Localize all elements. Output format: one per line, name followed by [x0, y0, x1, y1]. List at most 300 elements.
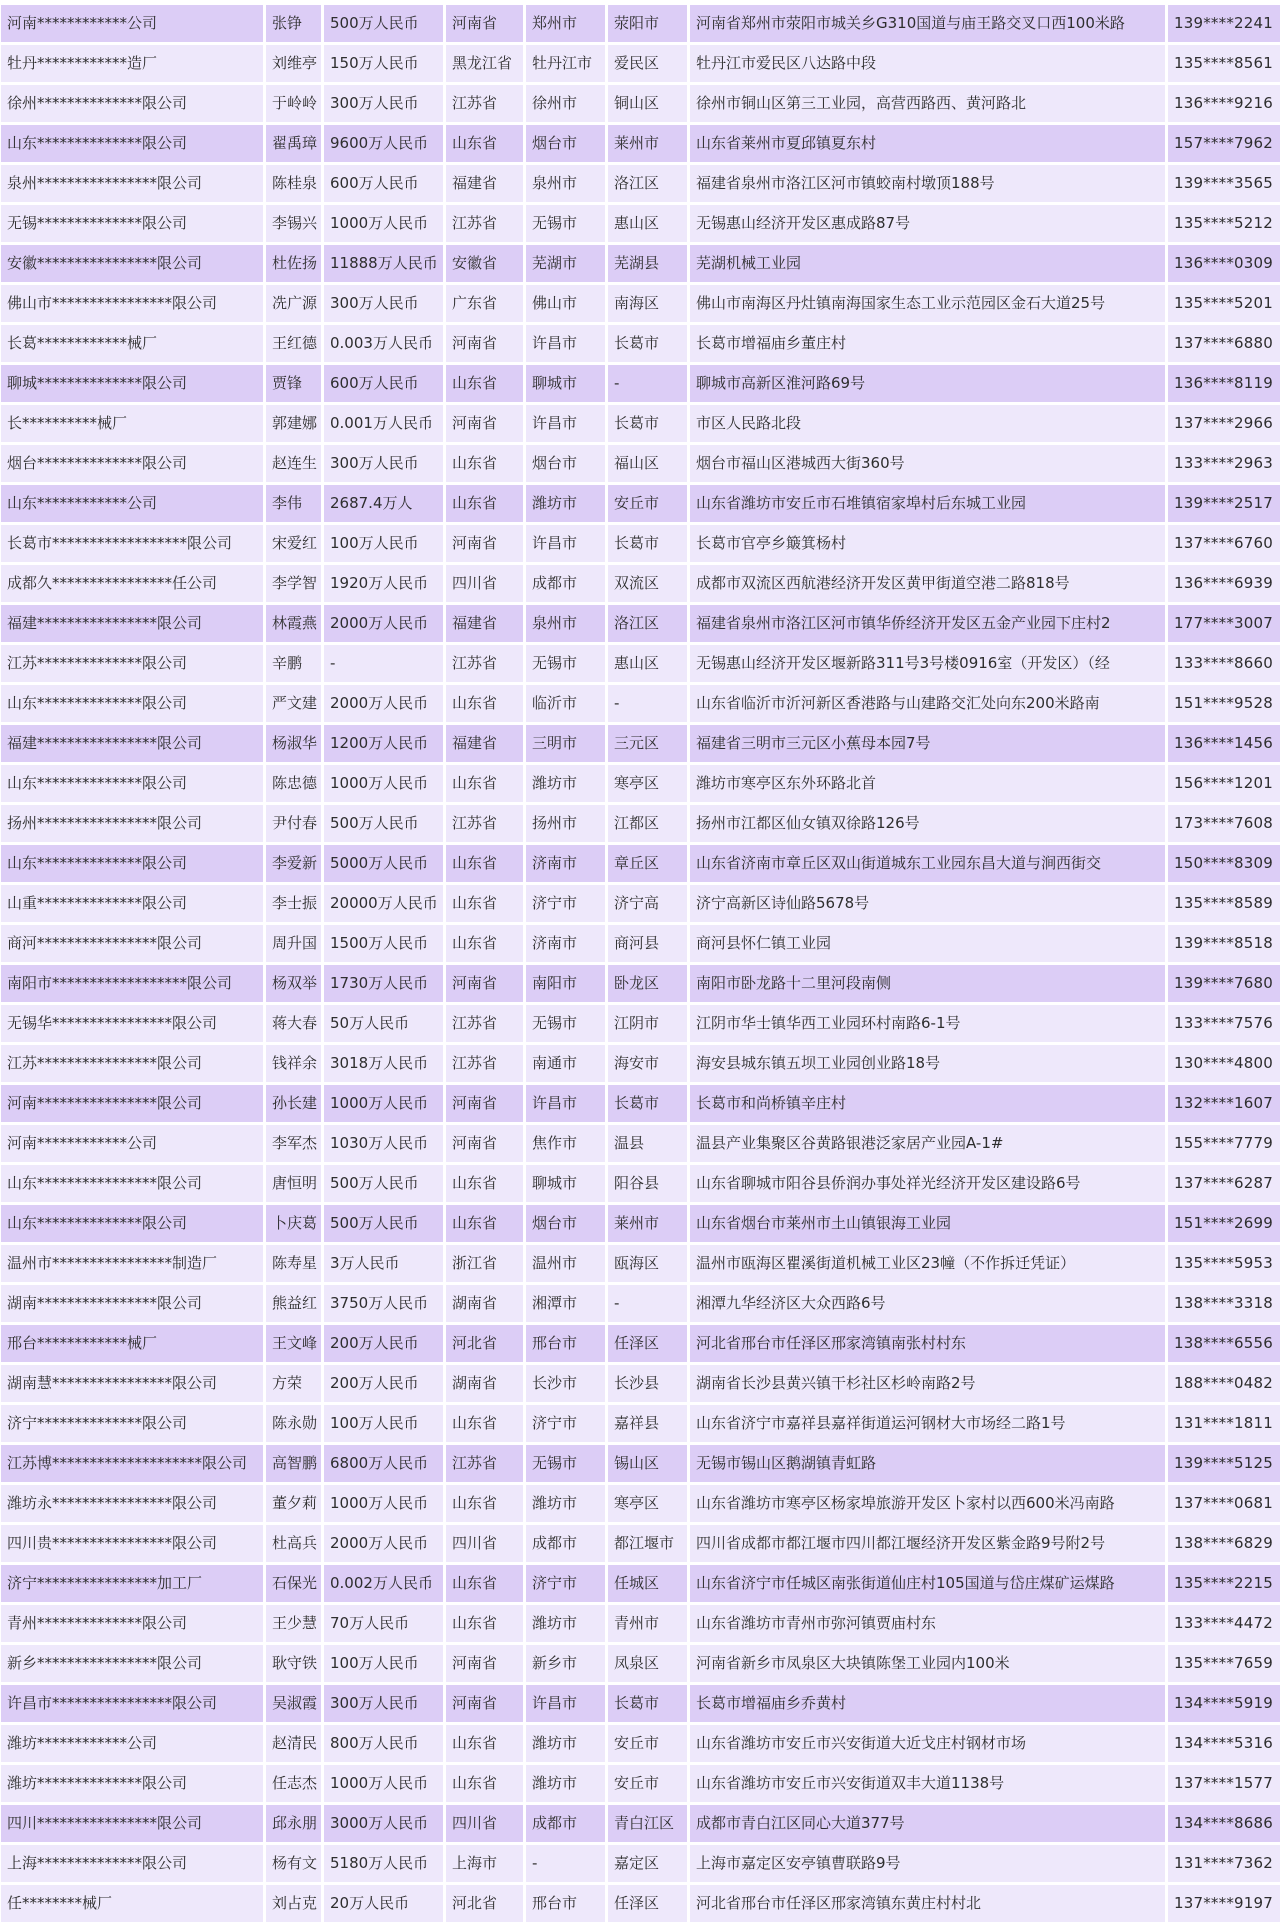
province-cell: 安徽省	[446, 245, 523, 282]
phone-cell: 156****1201	[1168, 765, 1280, 802]
province-cell: 福建省	[446, 165, 523, 202]
registered-capital-cell: 150万人民币	[324, 45, 443, 82]
phone-cell: 134****5919	[1168, 1685, 1280, 1722]
city-cell: 许昌市	[526, 405, 605, 442]
address-cell: 山东省济宁市嘉祥县嘉祥街道运河钢材大市场经二路1号	[690, 1405, 1165, 1442]
table-row	[1, 565, 1280, 602]
province-cell: 山东省	[446, 1565, 523, 1602]
registered-capital-cell: 50万人民币	[324, 1005, 443, 1042]
province-cell: 江苏省	[446, 1445, 523, 1482]
legal-person-cell: 陈永勋	[266, 1405, 321, 1442]
table-row	[1, 1205, 1280, 1242]
district-cell: 凤泉区	[608, 1645, 687, 1682]
district-cell: 寒亭区	[608, 765, 687, 802]
registered-capital-cell: 300万人民币	[324, 285, 443, 322]
legal-person-cell: 辛鹏	[266, 645, 321, 682]
legal-person-cell: 李爱新	[266, 845, 321, 882]
city-cell: 许昌市	[526, 525, 605, 562]
table-row	[1, 1325, 1280, 1362]
company-name-cell: 山东**************限公司	[1, 125, 263, 162]
company-name-cell: 山东**************限公司	[1, 685, 263, 722]
city-cell: 湘潭市	[526, 1285, 605, 1322]
registered-capital-cell: 2687.4万人	[324, 485, 443, 522]
address-cell: 山东省烟台市莱州市土山镇银海工业园	[690, 1205, 1165, 1242]
province-cell: 山东省	[446, 885, 523, 922]
legal-person-cell: 邱永朋	[266, 1805, 321, 1842]
address-cell: 河北省邢台市任泽区邢家湾镇东黄庄村村北	[690, 1885, 1165, 1922]
address-cell: 长葛市增福庙乡董庄村	[690, 325, 1165, 362]
table-row	[1, 1725, 1280, 1762]
address-cell: 山东省潍坊市寒亭区杨家埠旅游开发区卜家村以西600米冯南路	[690, 1485, 1165, 1522]
company-name-cell: 湖南****************限公司	[1, 1285, 263, 1322]
phone-cell: 130****4800	[1168, 1045, 1280, 1082]
district-cell: 洛江区	[608, 165, 687, 202]
district-cell: 荥阳市	[608, 5, 687, 42]
table-row	[1, 245, 1280, 282]
registered-capital-cell: 1920万人民币	[324, 565, 443, 602]
province-cell: 山东省	[446, 485, 523, 522]
address-cell: 山东省临沂市沂河新区香港路与山建路交汇处向东200米路南	[690, 685, 1165, 722]
address-cell: 山东省济南市章丘区双山街道城东工业园东昌大道与涧西街交	[690, 845, 1165, 882]
city-cell: 无锡市	[526, 1005, 605, 1042]
province-cell: 山东省	[446, 685, 523, 722]
table-row	[1, 1525, 1280, 1562]
company-name-cell: 河南****************限公司	[1, 1085, 263, 1122]
district-cell: 长葛市	[608, 525, 687, 562]
registered-capital-cell: 1000万人民币	[324, 205, 443, 242]
address-cell: 南阳市卧龙路十二里河段南侧	[690, 965, 1165, 1002]
table-row	[1, 845, 1280, 882]
table-row	[1, 1085, 1280, 1122]
company-name-cell: 无锡华****************限公司	[1, 1005, 263, 1042]
legal-person-cell: 王少慧	[266, 1605, 321, 1642]
province-cell: 湖南省	[446, 1285, 523, 1322]
table-row	[1, 1245, 1280, 1282]
legal-person-cell: 方荣	[266, 1365, 321, 1402]
province-cell: 河南省	[446, 405, 523, 442]
company-name-cell: 湖南慧****************限公司	[1, 1365, 263, 1402]
address-cell: 山东省潍坊市安丘市兴安街道双丰大道1138号	[690, 1765, 1165, 1802]
table-row	[1, 125, 1280, 162]
legal-person-cell: 杨双举	[266, 965, 321, 1002]
legal-person-cell: 赵连生	[266, 445, 321, 482]
company-name-cell: 成都久****************任公司	[1, 565, 263, 602]
phone-cell: 131****1811	[1168, 1405, 1280, 1442]
district-cell: -	[608, 685, 687, 722]
district-cell: 芜湖县	[608, 245, 687, 282]
city-cell: 南通市	[526, 1045, 605, 1082]
address-cell: 商河县怀仁镇工业园	[690, 925, 1165, 962]
table-row	[1, 1405, 1280, 1442]
legal-person-cell: 卜庆葛	[266, 1205, 321, 1242]
registered-capital-cell: 1000万人民币	[324, 765, 443, 802]
city-cell: 成都市	[526, 565, 605, 602]
legal-person-cell: 杜佐扬	[266, 245, 321, 282]
table-row	[1, 285, 1280, 322]
company-name-cell: 潍坊************公司	[1, 1725, 263, 1762]
city-cell: -	[526, 1845, 605, 1882]
registered-capital-cell: 5000万人民币	[324, 845, 443, 882]
table-row	[1, 45, 1280, 82]
city-cell: 成都市	[526, 1525, 605, 1562]
address-cell: 聊城市高新区淮河路69号	[690, 365, 1165, 402]
province-cell: 四川省	[446, 1805, 523, 1842]
address-cell: 福建省泉州市洛江区河市镇华侨经济开发区五金产业园下庄村2	[690, 605, 1165, 642]
registered-capital-cell: 600万人民币	[324, 365, 443, 402]
address-cell: 牡丹江市爱民区八达路中段	[690, 45, 1165, 82]
phone-cell: 155****7779	[1168, 1125, 1280, 1162]
province-cell: 河南省	[446, 965, 523, 1002]
company-name-cell: 潍坊**************限公司	[1, 1765, 263, 1802]
table-row	[1, 925, 1280, 962]
registered-capital-cell: 300万人民币	[324, 445, 443, 482]
phone-cell: 137****6760	[1168, 525, 1280, 562]
province-cell: 江苏省	[446, 1045, 523, 1082]
registered-capital-cell: 3018万人民币	[324, 1045, 443, 1082]
legal-person-cell: 宋爱红	[266, 525, 321, 562]
address-cell: 徐州市铜山区第三工业园，高营西路西、黄河路北	[690, 85, 1165, 122]
legal-person-cell: 熊益红	[266, 1285, 321, 1322]
province-cell: 山东省	[446, 1165, 523, 1202]
registered-capital-cell: 20000万人民币	[324, 885, 443, 922]
city-cell: 扬州市	[526, 805, 605, 842]
company-name-cell: 许昌市****************限公司	[1, 1685, 263, 1722]
phone-cell: 139****2241	[1168, 5, 1280, 42]
city-cell: 聊城市	[526, 365, 605, 402]
company-name-cell: 福建****************限公司	[1, 605, 263, 642]
company-table	[0, 2, 1280, 1925]
city-cell: 新乡市	[526, 1645, 605, 1682]
address-cell: 芜湖机械工业园	[690, 245, 1165, 282]
phone-cell: 135****5953	[1168, 1245, 1280, 1282]
province-cell: 四川省	[446, 565, 523, 602]
phone-cell: 135****8589	[1168, 885, 1280, 922]
province-cell: 山东省	[446, 1605, 523, 1642]
company-name-cell: 佛山市****************限公司	[1, 285, 263, 322]
address-cell: 山东省聊城市阳谷县侨润办事处祥光经济开发区建设路6号	[690, 1165, 1165, 1202]
registered-capital-cell: 1000万人民币	[324, 1085, 443, 1122]
table-row	[1, 445, 1280, 482]
address-cell: 山东省潍坊市青州市弥河镇贾庙村东	[690, 1605, 1165, 1642]
registered-capital-cell: 3万人民币	[324, 1245, 443, 1282]
table-row	[1, 1045, 1280, 1082]
registered-capital-cell: 600万人民币	[324, 165, 443, 202]
city-cell: 无锡市	[526, 1445, 605, 1482]
company-name-cell: 烟台**************限公司	[1, 445, 263, 482]
company-name-cell: 四川贵****************限公司	[1, 1525, 263, 1562]
table-row	[1, 885, 1280, 922]
legal-person-cell: 唐恒明	[266, 1165, 321, 1202]
phone-cell: 137****1577	[1168, 1765, 1280, 1802]
province-cell: 河南省	[446, 1085, 523, 1122]
address-cell: 河南省郑州市荥阳市城关乡G310国道与庙王路交叉口西100米路	[690, 5, 1165, 42]
address-cell: 潍坊市寒亭区东外环路北首	[690, 765, 1165, 802]
legal-person-cell: 孙长建	[266, 1085, 321, 1122]
company-name-cell: 江苏博********************限公司	[1, 1445, 263, 1482]
address-cell: 山东省济宁市任城区南张街道仙庄村105国道与岱庄煤矿运煤路	[690, 1565, 1165, 1602]
registered-capital-cell: 11888万人民币	[324, 245, 443, 282]
company-name-cell: 江苏****************限公司	[1, 1045, 263, 1082]
city-cell: 济南市	[526, 925, 605, 962]
table-row	[1, 1125, 1280, 1162]
address-cell: 长葛市和尚桥镇辛庄村	[690, 1085, 1165, 1122]
table-row	[1, 1365, 1280, 1402]
legal-person-cell: 陈桂泉	[266, 165, 321, 202]
province-cell: 山东省	[446, 445, 523, 482]
legal-person-cell: 李学智	[266, 565, 321, 602]
registered-capital-cell: 100万人民币	[324, 1645, 443, 1682]
legal-person-cell: 耿守铁	[266, 1645, 321, 1682]
address-cell: 江阴市华士镇华西工业园环村南路6-1号	[690, 1005, 1165, 1042]
phone-cell: 136****9216	[1168, 85, 1280, 122]
phone-cell: 133****8660	[1168, 645, 1280, 682]
province-cell: 江苏省	[446, 805, 523, 842]
company-name-cell: 邢台************械厂	[1, 1325, 263, 1362]
table-row	[1, 1805, 1280, 1842]
registered-capital-cell: 0.002万人民币	[324, 1565, 443, 1602]
district-cell: 长沙县	[608, 1365, 687, 1402]
table-row	[1, 1165, 1280, 1202]
registered-capital-cell: 200万人民币	[324, 1365, 443, 1402]
legal-person-cell: 刘维亭	[266, 45, 321, 82]
company-name-cell: 河南************公司	[1, 5, 263, 42]
province-cell: 黑龙江省	[446, 45, 523, 82]
province-cell: 福建省	[446, 605, 523, 642]
province-cell: 河北省	[446, 1885, 523, 1922]
registered-capital-cell: 300万人民币	[324, 1685, 443, 1722]
province-cell: 四川省	[446, 1525, 523, 1562]
address-cell: 湘潭九华经济区大众西路6号	[690, 1285, 1165, 1322]
registered-capital-cell: 3750万人民币	[324, 1285, 443, 1322]
district-cell: 嘉祥县	[608, 1405, 687, 1442]
address-cell: 温州市瓯海区瞿溪街道机械工业区23幢（不作拆迁凭证）	[690, 1245, 1165, 1282]
city-cell: 长沙市	[526, 1365, 605, 1402]
city-cell: 烟台市	[526, 125, 605, 162]
phone-cell: 139****3565	[1168, 165, 1280, 202]
province-cell: 江苏省	[446, 1005, 523, 1042]
province-cell: 河南省	[446, 5, 523, 42]
address-cell: 山东省潍坊市安丘市石堆镇宿家埠村后东城工业园	[690, 485, 1165, 522]
province-cell: 山东省	[446, 925, 523, 962]
company-name-cell: 温州市****************制造厂	[1, 1245, 263, 1282]
district-cell: 章丘区	[608, 845, 687, 882]
phone-cell: 138****6829	[1168, 1525, 1280, 1562]
legal-person-cell: 董夕莉	[266, 1485, 321, 1522]
phone-cell: 177****3007	[1168, 605, 1280, 642]
address-cell: 长葛市官亭乡簸箕杨村	[690, 525, 1165, 562]
company-name-cell: 潍坊永****************限公司	[1, 1485, 263, 1522]
district-cell: 任泽区	[608, 1325, 687, 1362]
registered-capital-cell: 500万人民币	[324, 1165, 443, 1202]
company-name-cell: 牡丹************造厂	[1, 45, 263, 82]
city-cell: 济宁市	[526, 885, 605, 922]
legal-person-cell: 李士振	[266, 885, 321, 922]
table-row	[1, 325, 1280, 362]
district-cell: 南海区	[608, 285, 687, 322]
address-cell: 温县产业集聚区谷黄路银港泛家居产业园A-1#	[690, 1125, 1165, 1162]
legal-person-cell: 冼广源	[266, 285, 321, 322]
city-cell: 许昌市	[526, 325, 605, 362]
legal-person-cell: 吴淑霞	[266, 1685, 321, 1722]
phone-cell: 173****7608	[1168, 805, 1280, 842]
registered-capital-cell: 100万人民币	[324, 525, 443, 562]
legal-person-cell: 李锡兴	[266, 205, 321, 242]
registered-capital-cell: 0.003万人民币	[324, 325, 443, 362]
city-cell: 无锡市	[526, 205, 605, 242]
address-cell: 烟台市福山区港城西大街360号	[690, 445, 1165, 482]
province-cell: 山东省	[446, 1725, 523, 1762]
phone-cell: 139****2517	[1168, 485, 1280, 522]
registered-capital-cell: 200万人民币	[324, 1325, 443, 1362]
phone-cell: 139****7680	[1168, 965, 1280, 1002]
legal-person-cell: 杨淑华	[266, 725, 321, 762]
district-cell: 惠山区	[608, 645, 687, 682]
province-cell: 江苏省	[446, 205, 523, 242]
city-cell: 泉州市	[526, 165, 605, 202]
district-cell: 任泽区	[608, 1885, 687, 1922]
company-name-cell: 山东****************限公司	[1, 1165, 263, 1202]
legal-person-cell: 郭建娜	[266, 405, 321, 442]
company-name-cell: 长葛市******************限公司	[1, 525, 263, 562]
province-cell: 山东省	[446, 765, 523, 802]
province-cell: 江苏省	[446, 85, 523, 122]
district-cell: 长葛市	[608, 1085, 687, 1122]
district-cell: 海安市	[608, 1045, 687, 1082]
district-cell: 惠山区	[608, 205, 687, 242]
district-cell: 莱州市	[608, 1205, 687, 1242]
registered-capital-cell: 1500万人民币	[324, 925, 443, 962]
company-name-cell: 上海**************限公司	[1, 1845, 263, 1882]
phone-cell: 137****6287	[1168, 1165, 1280, 1202]
phone-cell: 188****0482	[1168, 1365, 1280, 1402]
phone-cell: 133****4472	[1168, 1605, 1280, 1642]
legal-person-cell: 李军杰	[266, 1125, 321, 1162]
district-cell: -	[608, 365, 687, 402]
legal-person-cell: 陈寿星	[266, 1245, 321, 1282]
province-cell: 山东省	[446, 1405, 523, 1442]
district-cell: -	[608, 1285, 687, 1322]
registered-capital-cell: 1200万人民币	[324, 725, 443, 762]
province-cell: 江苏省	[446, 645, 523, 682]
city-cell: 济南市	[526, 845, 605, 882]
city-cell: 牡丹江市	[526, 45, 605, 82]
phone-cell: 157****7962	[1168, 125, 1280, 162]
phone-cell: 135****7659	[1168, 1645, 1280, 1682]
address-cell: 河南省新乡市凤泉区大块镇陈堡工业园内100米	[690, 1645, 1165, 1682]
legal-person-cell: 钱祥余	[266, 1045, 321, 1082]
phone-cell: 135****5212	[1168, 205, 1280, 242]
district-cell: 铜山区	[608, 85, 687, 122]
phone-cell: 136****1456	[1168, 725, 1280, 762]
company-name-cell: 四川****************限公司	[1, 1805, 263, 1842]
registered-capital-cell: 800万人民币	[324, 1725, 443, 1762]
registered-capital-cell: 6800万人民币	[324, 1445, 443, 1482]
table-row	[1, 765, 1280, 802]
table-row	[1, 605, 1280, 642]
legal-person-cell: 王文峰	[266, 1325, 321, 1362]
province-cell: 山东省	[446, 1765, 523, 1802]
company-name-cell: 青州**************限公司	[1, 1605, 263, 1642]
phone-cell: 139****8518	[1168, 925, 1280, 962]
table-row	[1, 1845, 1280, 1882]
address-cell: 山东省莱州市夏邱镇夏东村	[690, 125, 1165, 162]
city-cell: 许昌市	[526, 1685, 605, 1722]
table-row	[1, 645, 1280, 682]
address-cell: 福建省三明市三元区小蕉母本园7号	[690, 725, 1165, 762]
phone-cell: 132****1607	[1168, 1085, 1280, 1122]
table-row	[1, 485, 1280, 522]
address-cell: 扬州市江都区仙女镇双徐路126号	[690, 805, 1165, 842]
legal-person-cell: 刘占克	[266, 1885, 321, 1922]
legal-person-cell: 翟禹璋	[266, 125, 321, 162]
registered-capital-cell: 2000万人民币	[324, 685, 443, 722]
table-row	[1, 1565, 1280, 1602]
table-body	[1, 5, 1280, 1922]
phone-cell: 137****2966	[1168, 405, 1280, 442]
city-cell: 无锡市	[526, 645, 605, 682]
city-cell: 泉州市	[526, 605, 605, 642]
table-row	[1, 405, 1280, 442]
district-cell: 双流区	[608, 565, 687, 602]
province-cell: 浙江省	[446, 1245, 523, 1282]
company-name-cell: 南阳市******************限公司	[1, 965, 263, 1002]
district-cell: 温县	[608, 1125, 687, 1162]
city-cell: 成都市	[526, 1805, 605, 1842]
city-cell: 烟台市	[526, 445, 605, 482]
province-cell: 山东省	[446, 845, 523, 882]
address-cell: 湖南省长沙县黄兴镇干杉社区杉岭南路2号	[690, 1365, 1165, 1402]
table-row	[1, 1285, 1280, 1322]
registered-capital-cell: 3000万人民币	[324, 1805, 443, 1842]
city-cell: 南阳市	[526, 965, 605, 1002]
city-cell: 烟台市	[526, 1205, 605, 1242]
registered-capital-cell: 100万人民币	[324, 1405, 443, 1442]
company-name-cell: 长**********械厂	[1, 405, 263, 442]
province-cell: 上海市	[446, 1845, 523, 1882]
district-cell: 寒亭区	[608, 1485, 687, 1522]
registered-capital-cell: -	[324, 645, 443, 682]
registered-capital-cell: 1000万人民币	[324, 1485, 443, 1522]
address-cell: 成都市双流区西航港经济开发区黄甲街道空港二路818号	[690, 565, 1165, 602]
district-cell: 都江堰市	[608, 1525, 687, 1562]
company-name-cell: 山东**************限公司	[1, 1205, 263, 1242]
table-row	[1, 685, 1280, 722]
city-cell: 温州市	[526, 1245, 605, 1282]
district-cell: 福山区	[608, 445, 687, 482]
phone-cell: 134****8686	[1168, 1805, 1280, 1842]
phone-cell: 137****9197	[1168, 1885, 1280, 1922]
district-cell: 洛江区	[608, 605, 687, 642]
district-cell: 江都区	[608, 805, 687, 842]
address-cell: 上海市嘉定区安亭镇曹联路9号	[690, 1845, 1165, 1882]
district-cell: 商河县	[608, 925, 687, 962]
district-cell: 安丘市	[608, 485, 687, 522]
district-cell: 安丘市	[608, 1725, 687, 1762]
legal-person-cell: 任志杰	[266, 1765, 321, 1802]
address-cell: 无锡惠山经济开发区惠成路87号	[690, 205, 1165, 242]
company-name-cell: 山东**************限公司	[1, 845, 263, 882]
legal-person-cell: 贾锋	[266, 365, 321, 402]
province-cell: 河南省	[446, 1685, 523, 1722]
district-cell: 济宁高	[608, 885, 687, 922]
city-cell: 芜湖市	[526, 245, 605, 282]
city-cell: 潍坊市	[526, 1765, 605, 1802]
address-cell: 成都市青白江区同心大道377号	[690, 1805, 1165, 1842]
company-name-cell: 徐州**************限公司	[1, 85, 263, 122]
district-cell: 长葛市	[608, 405, 687, 442]
address-cell: 佛山市南海区丹灶镇南海国家生态工业示范园区金石大道25号	[690, 285, 1165, 322]
registered-capital-cell: 1000万人民币	[324, 1765, 443, 1802]
